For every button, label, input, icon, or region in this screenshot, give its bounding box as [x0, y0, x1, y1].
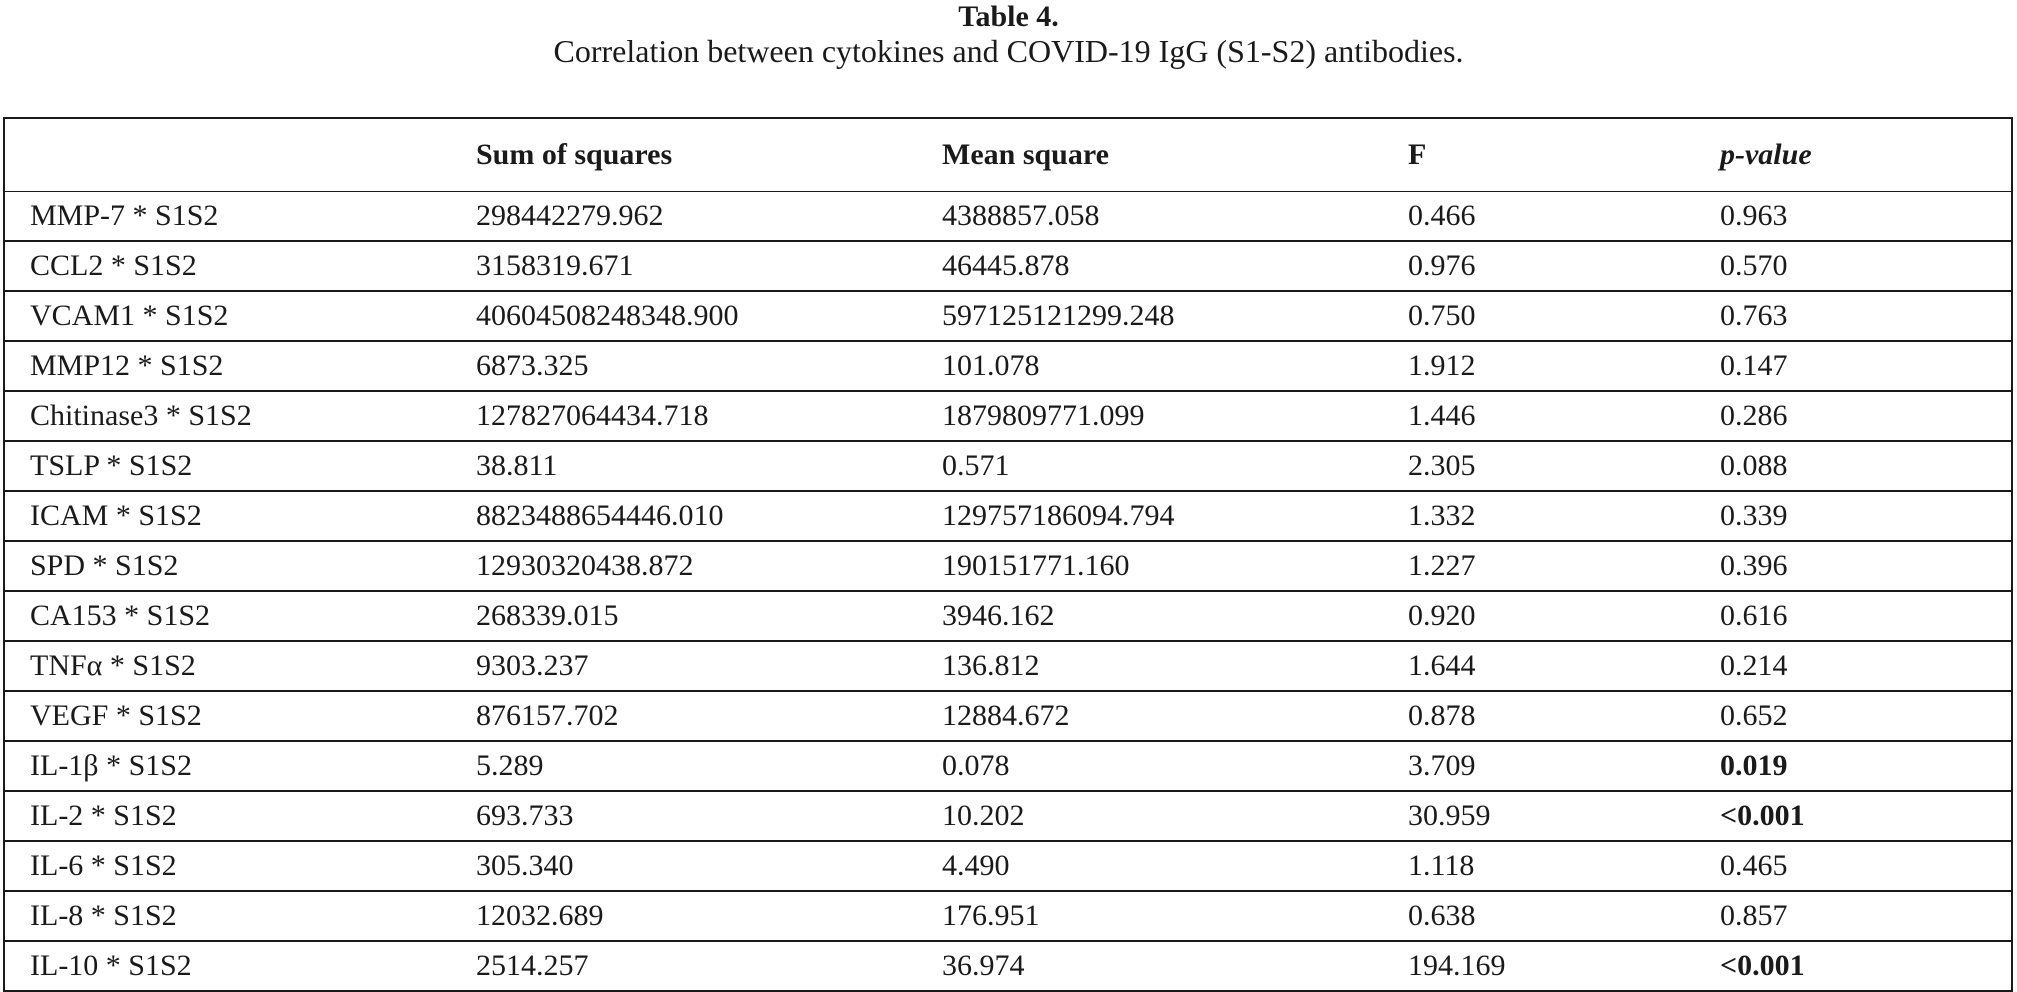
table-row	[4, 241, 2012, 291]
table-row	[4, 441, 2012, 491]
cell-name: SPD * S1S2	[4, 541, 476, 591]
cell-sum-of-squares: 5.289	[476, 741, 942, 791]
table-row	[4, 291, 2012, 341]
cell-mean-square: 129757186094.794	[942, 491, 1408, 541]
cell-p-value: 0.652	[1720, 691, 2012, 741]
table-title: Correlation between cytokines and COVID-19 IgG (S1-S2) antibodies.	[553, 33, 1464, 69]
cell-mean-square: 4.490	[942, 841, 1408, 891]
cell-sum-of-squares: 298442279.962	[476, 192, 942, 242]
cell-mean-square: 0.571	[942, 441, 1408, 491]
table-row	[4, 841, 2012, 891]
cell-f: 1.446	[1408, 391, 1720, 441]
table-row	[4, 491, 2012, 541]
cell-p-value: 0.857	[1720, 891, 2012, 941]
cell-p-value: 0.286	[1720, 391, 2012, 441]
cell-name: TNFα * S1S2	[4, 641, 476, 691]
cell-name: IL-6 * S1S2	[4, 841, 476, 891]
cell-mean-square: 10.202	[942, 791, 1408, 841]
cell-p-value: 0.616	[1720, 591, 2012, 641]
cell-p-value: 0.570	[1720, 241, 2012, 291]
cell-sum-of-squares: 127827064434.718	[476, 391, 942, 441]
table-body	[4, 192, 2012, 992]
cell-mean-square: 3946.162	[942, 591, 1408, 641]
cell-f: 3.709	[1408, 741, 1720, 791]
cell-p-value: 0.019	[1720, 741, 2012, 791]
cell-name: IL-2 * S1S2	[4, 791, 476, 841]
table-row	[4, 591, 2012, 641]
cell-p-value: 0.963	[1720, 192, 2012, 242]
cell-mean-square: 0.078	[942, 741, 1408, 791]
cell-name: VEGF * S1S2	[4, 691, 476, 741]
table-row	[4, 192, 2012, 242]
cell-f: 1.227	[1408, 541, 1720, 591]
cell-name: MMP-7 * S1S2	[4, 192, 476, 242]
cell-name: MMP12 * S1S2	[4, 341, 476, 391]
cell-f: 0.750	[1408, 291, 1720, 341]
cell-sum-of-squares: 268339.015	[476, 591, 942, 641]
table-row	[4, 391, 2012, 441]
table-row	[4, 541, 2012, 591]
cell-p-value: 0.339	[1720, 491, 2012, 541]
cell-sum-of-squares: 40604508248348.900	[476, 291, 942, 341]
cell-name: Chitinase3 * S1S2	[4, 391, 476, 441]
cell-f: 0.976	[1408, 241, 1720, 291]
header-sum-of-squares: Sum of squares	[476, 118, 942, 192]
table-row	[4, 741, 2012, 791]
header-f: F	[1408, 118, 1720, 192]
cell-sum-of-squares: 12930320438.872	[476, 541, 942, 591]
cell-sum-of-squares: 12032.689	[476, 891, 942, 941]
cell-sum-of-squares: 2514.257	[476, 949, 589, 982]
cell-mean-square: 101.078	[942, 341, 1408, 391]
cell-sum-of-squares: 9303.237	[476, 641, 942, 691]
cell-p-value: 0.465	[1720, 841, 2012, 891]
cell-sum-of-squares: 6873.325	[476, 341, 942, 391]
table-row	[4, 691, 2012, 741]
cell-p-value: <0.001	[1720, 949, 1805, 982]
cell-mean-square: 36.974	[942, 949, 1025, 982]
cell-mean-square: 12884.672	[942, 691, 1408, 741]
cell-mean-square: 46445.878	[942, 241, 1408, 291]
table-caption	[0, 0, 2017, 70]
cell-p-value: 0.763	[1720, 291, 2012, 341]
cell-mean-square: 4388857.058	[942, 192, 1408, 242]
table-row	[4, 641, 2012, 691]
cell-sum-of-squares: 3158319.671	[476, 241, 942, 291]
cell-name: VCAM1 * S1S2	[4, 291, 476, 341]
cell-f: 194.169	[1408, 949, 1506, 982]
cell-sum-of-squares: 38.811	[476, 441, 942, 491]
cell-p-value: 0.396	[1720, 541, 2012, 591]
cell-mean-square: 136.812	[942, 641, 1408, 691]
table-row	[4, 891, 2012, 941]
cell-f: 0.466	[1408, 192, 1720, 242]
cell-name: CA153 * S1S2	[4, 591, 476, 641]
cell-name: IL-10 * S1S2	[30, 949, 192, 982]
cell-f: 1.332	[1408, 491, 1720, 541]
cell-f: 1.644	[1408, 641, 1720, 691]
header-name	[4, 118, 476, 192]
cell-name: ICAM * S1S2	[4, 491, 476, 541]
cell-p-value: 0.147	[1720, 341, 2012, 391]
cell-name: IL-1β * S1S2	[4, 741, 476, 791]
cell-f: 30.959	[1408, 791, 1720, 841]
cell-sum-of-squares: 8823488654446.010	[476, 491, 942, 541]
cell-mean-square: 1879809771.099	[942, 391, 1408, 441]
cell-f: 0.878	[1408, 691, 1720, 741]
header-p-value: p-value	[1720, 118, 2012, 192]
cell-f: 1.912	[1408, 341, 1720, 391]
table-row	[4, 941, 2012, 991]
header-mean-square: Mean square	[942, 118, 1408, 192]
cell-p-value: <0.001	[1720, 791, 2012, 841]
cell-f: 2.305	[1408, 441, 1720, 491]
cell-f: 1.118	[1408, 841, 1720, 891]
cell-name: CCL2 * S1S2	[4, 241, 476, 291]
table-row	[4, 341, 2012, 391]
cell-sum-of-squares: 876157.702	[476, 691, 942, 741]
cell-name: IL-8 * S1S2	[4, 891, 476, 941]
cell-mean-square: 176.951	[942, 891, 1408, 941]
cell-f: 0.920	[1408, 591, 1720, 641]
cell-f: 0.638	[1408, 891, 1720, 941]
cell-mean-square: 190151771.160	[942, 541, 1408, 591]
cell-sum-of-squares: 305.340	[476, 841, 942, 891]
cell-p-value: 0.088	[1720, 441, 2012, 491]
cell-mean-square: 597125121299.248	[942, 291, 1408, 341]
cell-sum-of-squares: 693.733	[476, 791, 942, 841]
correlation-table	[3, 117, 2013, 992]
table-label: Table 4.	[958, 0, 1059, 33]
cell-p-value: 0.214	[1720, 641, 2012, 691]
cell-name: TSLP * S1S2	[4, 441, 476, 491]
table-row	[4, 791, 2012, 841]
header-row	[4, 118, 2012, 192]
